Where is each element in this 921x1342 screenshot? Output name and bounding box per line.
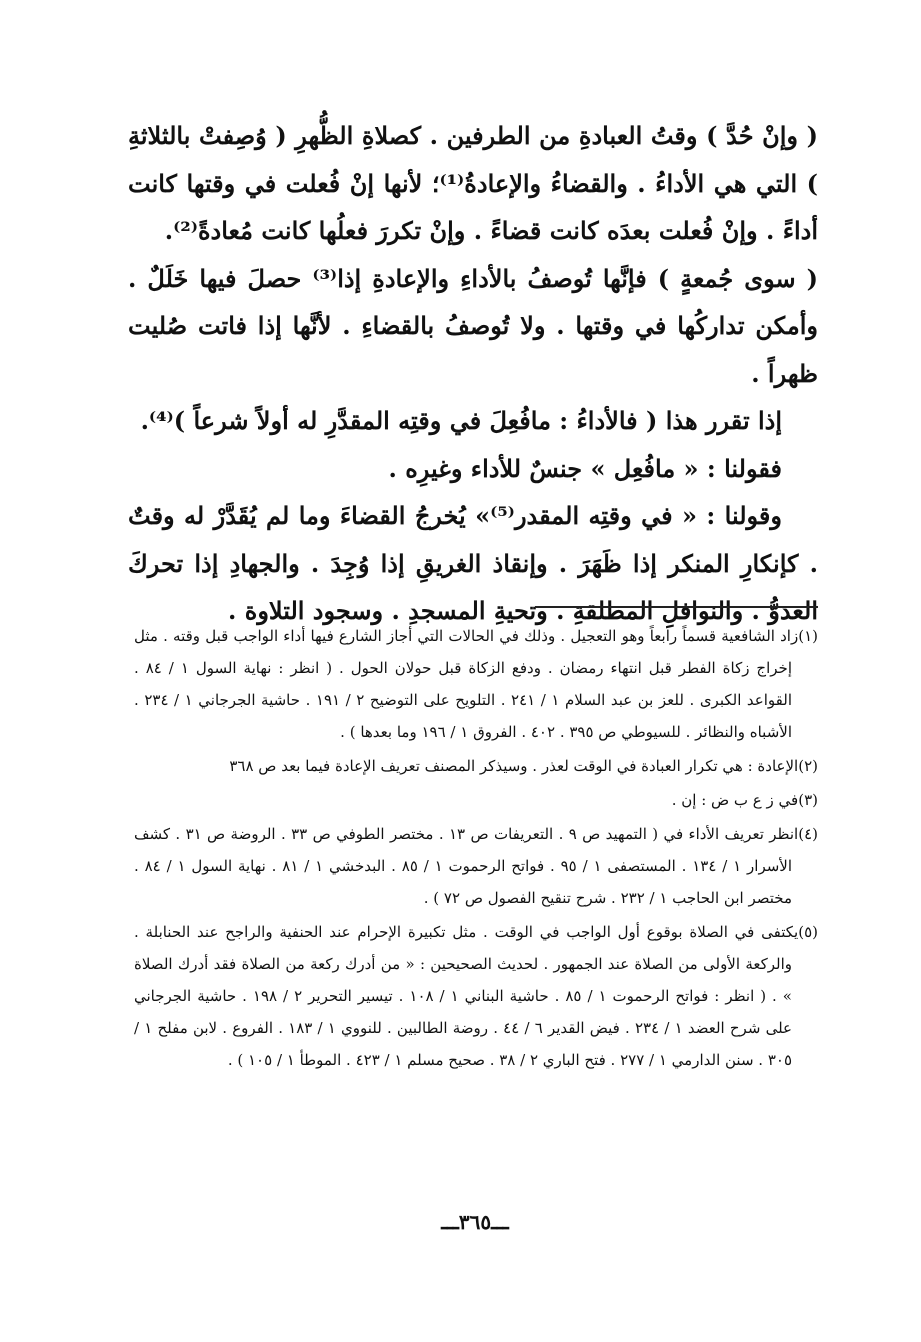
footnote-marker: (٤) [798,825,818,843]
footnote-marker: (٣) [798,791,818,809]
footnote-text: الإعادة : هي تكرار العبادة في الوقت لعذر . وسيذكر المصنف تعريف الإعادة فيما بعد ص ٣٦٨ [229,757,799,775]
main-text [128,112,818,635]
page-number: ـــ٣٦٥ـــ [441,1210,509,1234]
footnote-3 [134,784,818,816]
footnote-5 [134,916,818,1076]
footnote-text: يكتفى في الصلاة بوقوع أول الواجب في الوقت . مثل تكبيرة الإحرام عند الحنفية والراجح عند الحنابلة . والركعة الأولى من الصلاة عند الجمهور . لحديث الصحيحين : « من أدرك ركعة من الصلاة فقد أدرك الصلاة » . ( انظر : فواتح الرحموت ١ / ٨٥ . حاشية البناني ١ / ١٠٨ . تيسير التحرير ٢ / ١٩٨ . حاشية الجرجاني على شرح العضد ١ / ٢٣٤ . فيض القدير ٦ / ٤٤ . روضة الطالبين . للنووي ١ / ١٨٣ . الفروع . لابن مفلح ١ / ٣٠٥ . سنن الدارمي ١ / ٢٧٧ . فتح الباري ٢ / ٣٨ . صحيح مسلم ١ / ٤٢٣ . الموطأ ١ / ١٠٥ ) . [134,923,799,1069]
footnote-1 [134,620,818,748]
footnote-marker: (٥) [798,923,818,941]
footnote-4 [134,818,818,914]
footnote-text: انظر تعريف الأداء في ( التمهيد ص ٩ . التعريفات ص ١٣ . مختصر الطوفي ص ٣٣ . الروضة ص ٣١ . كشف الأسرار ١ / ١٣٤ . المستصفى ١ / ٩٥ . فواتح الرحموت ١ / ٨٥ . البدخشي ١ / ٨١ . نهاية السول ١ / ٨٤ . مختصر ابن الحاجب ١ / ٢٣٢ . شرح تنقيح الفصول ص ٧٢ ) . [134,825,799,907]
footnote-2 [134,750,818,782]
footnote-divider [535,606,818,608]
footnotes [134,620,818,1078]
footnote-marker: (١) [798,627,818,645]
paragraph-ada-definition: إذا تقرر هذا ( فالأداءُ : مافُعِلَ في وقتِه المقدَّرِ له أولاً شرعاً )⁽⁴⁾. [140,406,782,435]
paragraph-friday-exception: ( سوى جُمعةٍ ) فإنَّها تُوصفُ بالأداءِ والإعادةِ إذا⁽³⁾ حصلَ فيها خَلَلٌ . وأمكن تداركُها في وقتها . ولا تُوصفُ بالقضاءِ . لأنَّها إذا فاتت صُليت ظهراً . [128,263,818,388]
paragraph-genus: فقولنا : « مافُعِل » جنسٌ للأداء وغيرِه . [388,453,782,483]
footnote-marker: (٢) [798,757,818,775]
footnote-text: زاد الشافعية قسماً رابعاً وهو التعجيل . وذلك في الحالات التي أجاز الشارع فيها أداء الواجب قبل وقته . مثل إخراج زكاة الفطر قبل انتهاء رمضان . ودفع الزكاة قبل حولان الحول . ( انظر : نهاية السول ١ / ٨٤ . القواعد الكبرى . للعز بن عبد السلام ١ / ٢٤١ . التلويح على التوضيح ٢ / ١٩١ . حاشية الجرجاني ١ / ٢٣٤ . الأشباه والنظائر . للسيوطي ص ٣٩٥ . ٤٠٢ . الفروق ١ / ١٩٦ وما بعدها ) . [134,627,799,741]
paragraph-in-its-time: وقولنا : « في وقتِه المقدر⁽⁵⁾» يُخرجُ القضاءَ وما لم يُقَدَّرْ له وقتٌ . كإنكارِ المنكر إذا ظَهَرَ . وإنقاذ الغريقِ إذا وُجِدَ . والجهادِ إذا تحركَ العدوُّ . والنوافلِ المطلقةِ . وتحيةِ المسجدِ . وسجود التلاوة . [128,501,818,625]
footnote-text: في ز ع ب ض : إن . [671,791,799,809]
paragraph-definition-times: ( وإنْ حُدَّ ) وقتُ العبادةِ من الطرفين . كصلاةِ الظُّهرِ ( وُصِفتْ بالثلاثةِ ) التي هي الأداءُ . والقضاءُ والإعادةُ⁽¹⁾؛ لأنها إنْ فُعلت في وقتها كانت أداءً . وإنْ فُعلت بعدَه كانت قضاءً . وإنْ تكررَ فعلُها كانت مُعادةً⁽²⁾. [128,121,818,245]
